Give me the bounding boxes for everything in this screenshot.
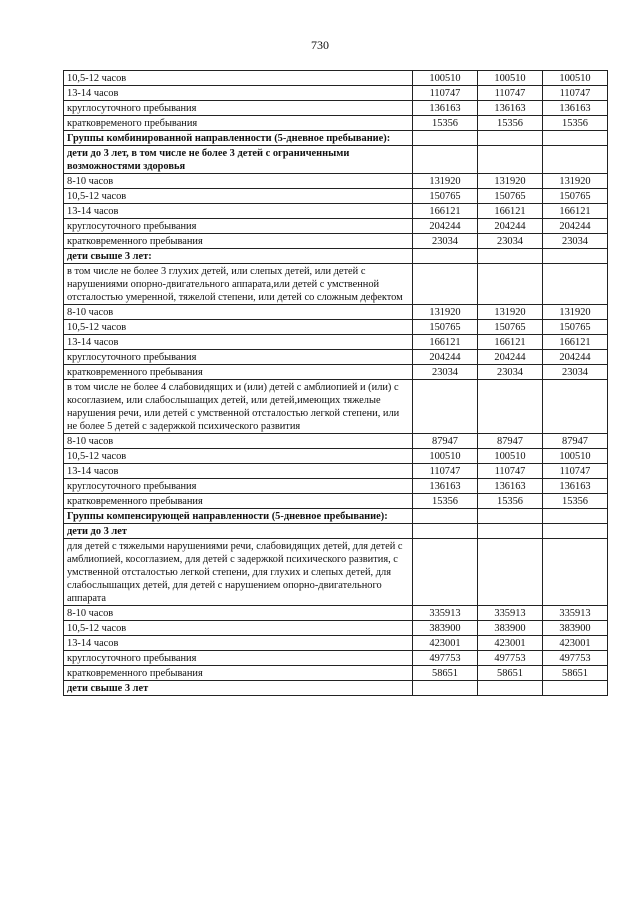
- row-label: 10,5-12 часов: [64, 189, 413, 204]
- value-cell-1: 100510: [413, 71, 478, 86]
- value-cell-2: 335913: [478, 606, 543, 621]
- value-cell-2: [478, 249, 543, 264]
- value-cell-2: [478, 264, 543, 305]
- value-cell-1: [413, 380, 478, 434]
- table-row: [64, 539, 608, 606]
- table-row: [64, 681, 608, 696]
- value-cell-1: 58651: [413, 666, 478, 681]
- row-label: 13-14 часов: [64, 335, 413, 350]
- row-label: для детей с тяжелыми нарушениями речи, слабовидящих детей, для детей с амблиопией, косоглазием, для детей с задержкой психического развития, с умственной отсталостью легкой степени, для глухих и слепых детей, для слабослышащих детей, для детей с нарушением опорно-двигательного аппарата: [64, 539, 413, 606]
- value-cell-1: 15356: [413, 116, 478, 131]
- table-row: [64, 365, 608, 380]
- value-cell-1: [413, 681, 478, 696]
- value-cell-2: 58651: [478, 666, 543, 681]
- value-cell-3: 23034: [543, 234, 608, 249]
- value-cell-3: 87947: [543, 434, 608, 449]
- value-cell-2: [478, 681, 543, 696]
- table-row: [64, 651, 608, 666]
- value-cell-2: 23034: [478, 234, 543, 249]
- value-cell-1: [413, 146, 478, 174]
- value-cell-2: 23034: [478, 365, 543, 380]
- value-cell-1: 136163: [413, 479, 478, 494]
- value-cell-2: 15356: [478, 116, 543, 131]
- value-cell-2: 150765: [478, 320, 543, 335]
- value-cell-3: 166121: [543, 335, 608, 350]
- value-cell-1: 423001: [413, 636, 478, 651]
- value-cell-1: 110747: [413, 86, 478, 101]
- table-row: [64, 86, 608, 101]
- table-row: [64, 264, 608, 305]
- value-cell-3: 23034: [543, 365, 608, 380]
- value-cell-2: 15356: [478, 494, 543, 509]
- row-label: 10,5-12 часов: [64, 71, 413, 86]
- table-row: [64, 434, 608, 449]
- value-cell-2: 110747: [478, 464, 543, 479]
- row-label: 10,5-12 часов: [64, 449, 413, 464]
- value-cell-3: [543, 380, 608, 434]
- value-cell-2: 150765: [478, 189, 543, 204]
- value-cell-2: 497753: [478, 651, 543, 666]
- value-cell-3: 100510: [543, 71, 608, 86]
- page-number: 730: [311, 38, 329, 52]
- table-row: [64, 666, 608, 681]
- table-row: [64, 234, 608, 249]
- value-cell-3: [543, 146, 608, 174]
- value-cell-3: 58651: [543, 666, 608, 681]
- value-cell-3: [543, 509, 608, 524]
- table-row: [64, 116, 608, 131]
- row-label: дети свыше 3 лет:: [64, 249, 413, 264]
- table-row: [64, 320, 608, 335]
- value-cell-1: 87947: [413, 434, 478, 449]
- value-cell-3: 166121: [543, 204, 608, 219]
- value-cell-3: 110747: [543, 464, 608, 479]
- row-label: круглосуточного пребывания: [64, 350, 413, 365]
- value-cell-2: 131920: [478, 174, 543, 189]
- value-cell-3: 136163: [543, 101, 608, 116]
- value-cell-2: 110747: [478, 86, 543, 101]
- value-cell-3: 15356: [543, 116, 608, 131]
- value-cell-2: 100510: [478, 449, 543, 464]
- table-row: [64, 494, 608, 509]
- table-row: [64, 189, 608, 204]
- value-cell-1: 136163: [413, 101, 478, 116]
- value-cell-2: [478, 509, 543, 524]
- row-label: 8-10 часов: [64, 305, 413, 320]
- value-cell-3: 335913: [543, 606, 608, 621]
- value-cell-1: 497753: [413, 651, 478, 666]
- table-row: [64, 131, 608, 146]
- table-row: [64, 146, 608, 174]
- table-row: [64, 449, 608, 464]
- table-row: [64, 509, 608, 524]
- value-cell-3: 131920: [543, 305, 608, 320]
- tariff-table: [63, 70, 608, 696]
- row-label: дети до 3 лет, в том числе не более 3 детей с ограниченными возможностями здоровья: [64, 146, 413, 174]
- value-cell-2: 423001: [478, 636, 543, 651]
- row-label: круглосуточного пребывания: [64, 479, 413, 494]
- row-label: в том числе не более 3 глухих детей, или слепых детей, или детей с нарушениями опорно-двигательного аппарата,или детей с умственной отсталостью умеренной, тяжелой степени, или детей со сложным дефектом: [64, 264, 413, 305]
- row-label: 13-14 часов: [64, 464, 413, 479]
- row-label: кратковременного пребывания: [64, 666, 413, 681]
- value-cell-3: [543, 539, 608, 606]
- table-row: [64, 174, 608, 189]
- value-cell-3: 150765: [543, 189, 608, 204]
- table-row: [64, 636, 608, 651]
- row-label: дети свыше 3 лет: [64, 681, 413, 696]
- row-label: 10,5-12 часов: [64, 320, 413, 335]
- row-label: 8-10 часов: [64, 174, 413, 189]
- value-cell-1: 15356: [413, 494, 478, 509]
- value-cell-1: 23034: [413, 365, 478, 380]
- row-label: кратковременного пребывания: [64, 234, 413, 249]
- value-cell-1: 100510: [413, 449, 478, 464]
- value-cell-1: [413, 509, 478, 524]
- value-cell-3: [543, 681, 608, 696]
- value-cell-2: 166121: [478, 335, 543, 350]
- row-label: 10,5-12 часов: [64, 621, 413, 636]
- row-label: 13-14 часов: [64, 204, 413, 219]
- value-cell-1: [413, 249, 478, 264]
- value-cell-1: 131920: [413, 174, 478, 189]
- table-row: [64, 479, 608, 494]
- value-cell-3: 497753: [543, 651, 608, 666]
- value-cell-1: [413, 524, 478, 539]
- value-cell-3: [543, 524, 608, 539]
- value-cell-2: 136163: [478, 101, 543, 116]
- row-label: Группы компенсирующей направленности (5-дневное пребывание):: [64, 509, 413, 524]
- table-row: [64, 464, 608, 479]
- value-cell-3: 100510: [543, 449, 608, 464]
- row-label: 13-14 часов: [64, 86, 413, 101]
- value-cell-1: 150765: [413, 189, 478, 204]
- value-cell-2: 100510: [478, 71, 543, 86]
- value-cell-3: [543, 249, 608, 264]
- value-cell-2: 131920: [478, 305, 543, 320]
- row-label: в том числе не более 4 слабовидящих и (или) детей с амблиопией и (или) с косоглазием, или слабослышащих детей, или детей,имеющих тяжелые нарушения речи, или детей с умственной отсталостью легкой степени, или не более 5 детей с задержкой психического развития: [64, 380, 413, 434]
- row-label: кратковременного пребывания: [64, 494, 413, 509]
- row-label: 8-10 часов: [64, 434, 413, 449]
- table-row: [64, 380, 608, 434]
- row-label: 8-10 часов: [64, 606, 413, 621]
- value-cell-3: 204244: [543, 219, 608, 234]
- value-cell-3: 131920: [543, 174, 608, 189]
- value-cell-3: 136163: [543, 479, 608, 494]
- value-cell-1: 204244: [413, 350, 478, 365]
- value-cell-3: 15356: [543, 494, 608, 509]
- value-cell-1: 166121: [413, 335, 478, 350]
- value-cell-3: 110747: [543, 86, 608, 101]
- value-cell-1: 204244: [413, 219, 478, 234]
- value-cell-1: 166121: [413, 204, 478, 219]
- value-cell-1: 23034: [413, 234, 478, 249]
- value-cell-3: 204244: [543, 350, 608, 365]
- value-cell-2: 87947: [478, 434, 543, 449]
- table-row: [64, 524, 608, 539]
- value-cell-1: 383900: [413, 621, 478, 636]
- value-cell-2: [478, 146, 543, 174]
- value-cell-1: 131920: [413, 305, 478, 320]
- value-cell-2: 166121: [478, 204, 543, 219]
- value-cell-1: 335913: [413, 606, 478, 621]
- table-row: [64, 249, 608, 264]
- table-row: [64, 71, 608, 86]
- value-cell-2: [478, 131, 543, 146]
- value-cell-2: 383900: [478, 621, 543, 636]
- value-cell-3: [543, 264, 608, 305]
- row-label: кратковременного пребывания: [64, 365, 413, 380]
- value-cell-2: [478, 524, 543, 539]
- value-cell-2: 204244: [478, 350, 543, 365]
- value-cell-1: 150765: [413, 320, 478, 335]
- value-cell-3: 150765: [543, 320, 608, 335]
- row-label: круглосуточного пребывания: [64, 219, 413, 234]
- value-cell-1: 110747: [413, 464, 478, 479]
- table-row: [64, 606, 608, 621]
- value-cell-1: [413, 131, 478, 146]
- table-row: [64, 305, 608, 320]
- table-row: [64, 219, 608, 234]
- value-cell-3: [543, 131, 608, 146]
- value-cell-2: [478, 380, 543, 434]
- table-row: [64, 621, 608, 636]
- value-cell-3: 383900: [543, 621, 608, 636]
- value-cell-2: [478, 539, 543, 606]
- value-cell-3: 423001: [543, 636, 608, 651]
- row-label: круглосуточного пребывания: [64, 101, 413, 116]
- table-row: [64, 350, 608, 365]
- table-row: [64, 204, 608, 219]
- table-row: [64, 335, 608, 350]
- row-label: дети до 3 лет: [64, 524, 413, 539]
- table-body: [64, 71, 608, 696]
- row-label: 13-14 часов: [64, 636, 413, 651]
- value-cell-2: 136163: [478, 479, 543, 494]
- value-cell-2: 204244: [478, 219, 543, 234]
- row-label: Группы комбинированной направленности (5-дневное пребывание):: [64, 131, 413, 146]
- row-label: кратковременого пребывания: [64, 116, 413, 131]
- row-label: круглосуточного пребывания: [64, 651, 413, 666]
- table-row: [64, 101, 608, 116]
- value-cell-1: [413, 264, 478, 305]
- value-cell-1: [413, 539, 478, 606]
